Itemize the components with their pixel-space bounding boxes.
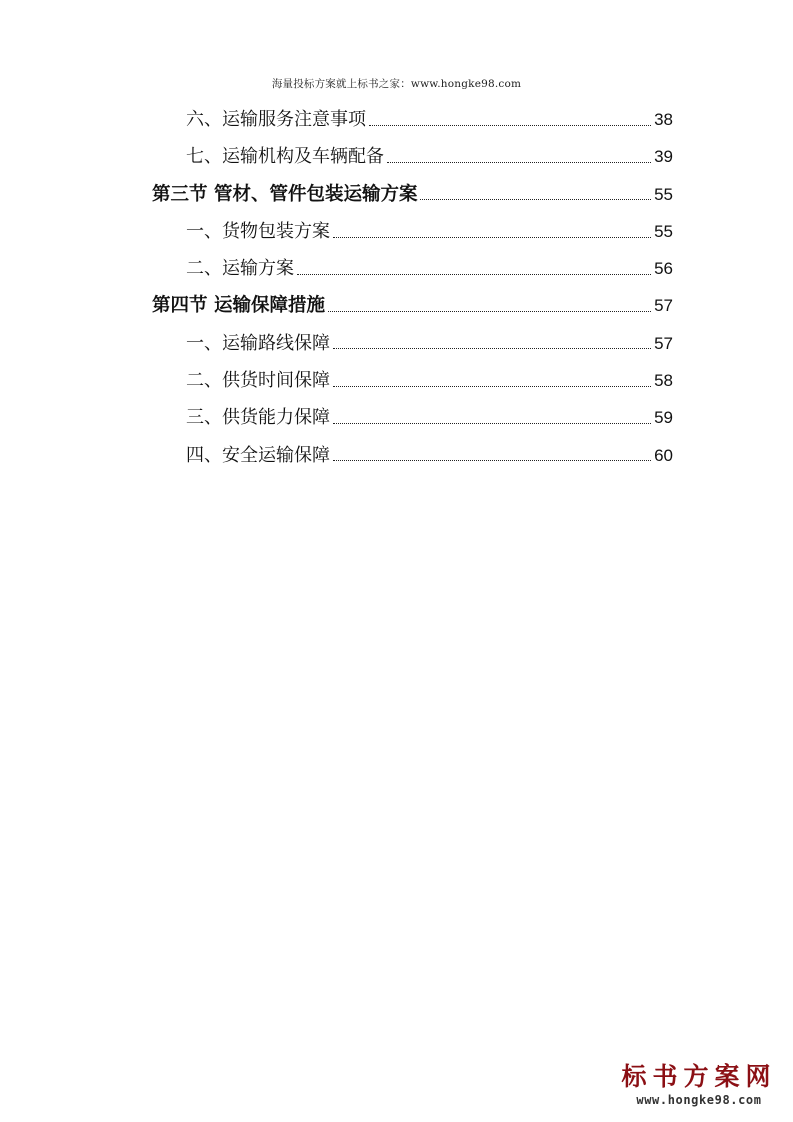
toc-entry[interactable] [152, 362, 673, 399]
toc-dot-leader [328, 296, 651, 316]
toc-section-entry[interactable] [152, 287, 673, 324]
toc-entry-label: 第三节 管材、管件包装运输方案 [152, 183, 418, 205]
toc-entry-label: 第四节 运输保障措施 [152, 295, 325, 317]
toc-page-number: 55 [654, 184, 673, 204]
toc-entry[interactable] [152, 213, 673, 250]
toc-dot-leader [333, 333, 651, 353]
toc-page-number: 55 [654, 221, 673, 241]
toc-page-number: 58 [654, 371, 673, 391]
toc-entry[interactable] [152, 399, 673, 436]
site-watermark [619, 1062, 779, 1108]
toc-entry-label: 三、供货能力保障 [186, 407, 330, 429]
toc-dot-leader [333, 371, 651, 391]
toc-dot-leader [297, 259, 651, 279]
toc-dot-leader [387, 147, 651, 167]
toc-entry-label: 六、运输服务注意事项 [186, 109, 366, 130]
toc-entry-label: 二、供货时间保障 [186, 370, 330, 392]
toc-page-number: 60 [654, 445, 673, 465]
toc-page-number: 57 [654, 296, 673, 316]
toc-dot-leader [333, 222, 651, 242]
toc-entry-label: 一、运输路线保障 [186, 332, 330, 354]
toc-dot-leader [420, 184, 651, 204]
toc-dot-leader [333, 445, 651, 465]
toc-section-entry[interactable] [152, 176, 673, 213]
toc-dot-leader [333, 408, 651, 428]
table-of-contents [152, 101, 673, 474]
toc-page-number: 39 [654, 147, 673, 167]
toc-entry-label: 二、运输方案 [186, 258, 294, 280]
toc-page-number: 57 [654, 333, 673, 353]
watermark-url: www.hongke98.com [636, 1093, 762, 1107]
toc-page-number: 38 [654, 110, 673, 129]
toc-entry-label: 四、安全运输保障 [186, 444, 330, 466]
toc-entry-label: 七、运输机构及车辆配备 [186, 146, 384, 168]
toc-dot-leader [369, 110, 651, 130]
toc-page-number: 59 [654, 408, 673, 428]
toc-entry[interactable] [152, 325, 673, 362]
watermark-title: 标书方案网 [621, 1062, 777, 1091]
toc-entry-label: 一、货物包装方案 [186, 220, 330, 242]
toc-entry[interactable] [152, 138, 673, 175]
toc-entry[interactable] [152, 437, 673, 474]
toc-page-number: 56 [654, 259, 673, 279]
toc-entry[interactable] [152, 101, 673, 138]
page-header: 海量投标方案就上标书之家：www.hongke98.com [271, 78, 522, 90]
toc-entry[interactable] [152, 250, 673, 287]
